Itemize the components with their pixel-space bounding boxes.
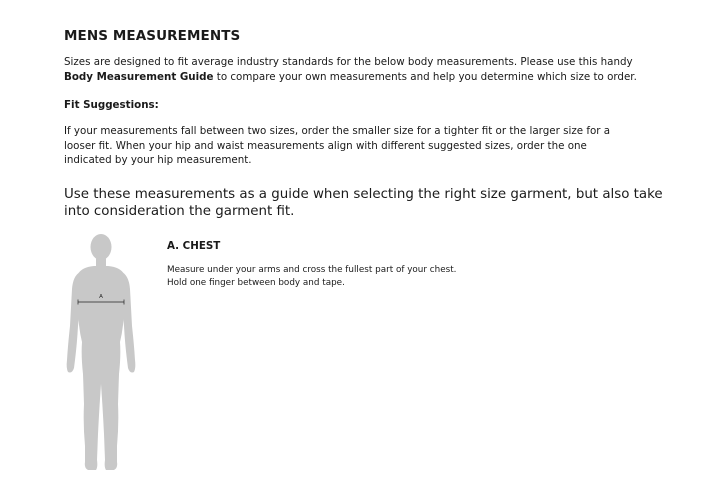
page-title: MENS MEASUREMENTS <box>64 28 241 44</box>
chest-marker-label: A <box>99 294 103 300</box>
chest-description-line-1: Measure under your arms and cross the fullest part of your chest. <box>167 265 457 275</box>
intro-text-after: to compare your own measurements and help you determine which size to order. <box>213 71 637 83</box>
intro-paragraph <box>64 55 664 85</box>
chest-description <box>167 264 527 290</box>
fit-suggestions-heading: Fit Suggestions: <box>64 99 159 111</box>
chest-description-line-2: Hold one finger between body and tape. <box>167 278 345 288</box>
guide-statement: Use these measurements as a guide when selecting the right size garment, but also take into consideration the garment fit. <box>64 187 663 219</box>
male-body-silhouette-icon <box>56 234 146 474</box>
body-measurement-guide-label: Body Measurement Guide <box>64 71 214 83</box>
fit-suggestions-text: If your measurements fall between two sizes, order the smaller size for a tighter fit or the larger size for a looser fit. When your hip and waist measurements align with different suggested sizes, order the one indicated by your hip measurement. <box>64 125 611 166</box>
intro-text-before: Sizes are designed to fit average industry standards for the below body measurements. Please use this handy <box>64 56 633 68</box>
chest-heading: A. CHEST <box>167 240 221 252</box>
